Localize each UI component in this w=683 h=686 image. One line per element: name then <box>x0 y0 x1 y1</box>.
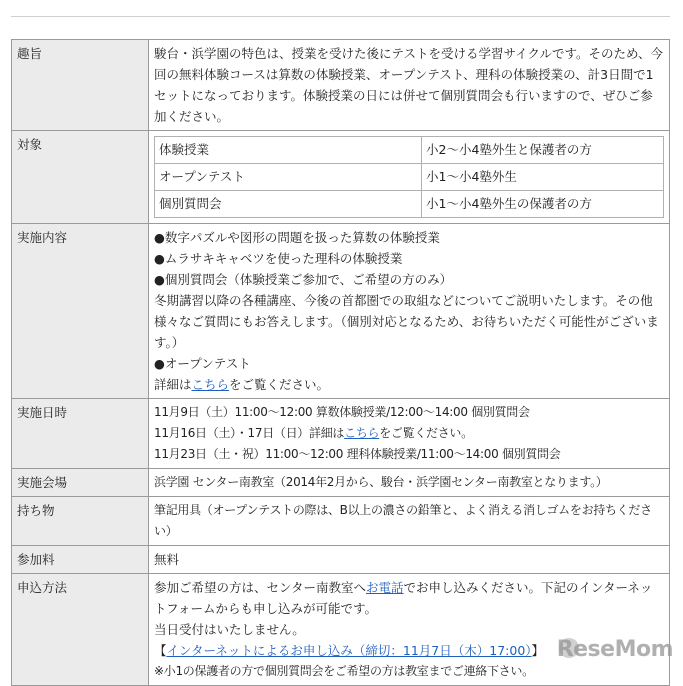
row-fee <box>12 546 670 574</box>
top-divider <box>11 16 670 17</box>
target-table <box>154 136 664 218</box>
venue-text: 浜学園 センター南教室（2014年2月から、駿台・浜学園センター南教室となります。） <box>149 469 670 497</box>
row-belongings <box>12 497 670 546</box>
table-row <box>155 164 664 191</box>
target-audience: 小1〜小4塾外生の保護者の方 <box>422 191 664 218</box>
content-qa-description: 冬期講習以降の各種講座、今後の首都圏での取組などについてご説明いたします。その他様々なご質問にもお答えします。（個別対応となるため、お待ちいただく可能性がございます。） <box>154 293 659 350</box>
table-row <box>155 137 664 164</box>
content-science-lesson: ●ムラサキキャベツを使った理科の体験授業 <box>154 251 403 266</box>
target-name: 個別質問会 <box>155 191 422 218</box>
grade1-parent-note: ※小1の保護者の方で個別質問会をご希望の方は教室までご連絡下さい。 <box>154 664 534 678</box>
row-label: 実施内容 <box>12 224 149 399</box>
resemom-watermark: ReseMom <box>556 637 673 662</box>
row-label: 持ち物 <box>12 497 149 546</box>
belongings-text: 筆記用具（オープンテストの際は、B以上の濃さの鉛筆と、よく消える消しゴムをお持ちください） <box>149 497 670 546</box>
row-label: 参加料 <box>12 546 149 574</box>
details-link[interactable]: こちら <box>191 377 230 392</box>
target-name: 体験授業 <box>155 137 422 164</box>
row-application <box>12 574 670 686</box>
schedule-date-2: 11月16日（土）・17日（日）詳細はこちらをご覧ください。 <box>154 426 473 440</box>
row-purpose <box>12 40 670 131</box>
schedule-date-3: 11月23日（土・祝）11:00〜12:00 理科体験授業/11:00〜14:00 個別質問会 <box>154 447 561 461</box>
table-row <box>155 191 664 218</box>
row-label: 実施日時 <box>12 399 149 469</box>
content-qa-session: ●個別質問会（体験授業ご参加で、ご希望の方のみ） <box>154 272 453 287</box>
same-day-note: 当日受付はいたしません。 <box>154 622 305 637</box>
internet-application-line: 【インターネットによるお申し込み（締切：11月7日（木）17:00）】 <box>154 643 545 658</box>
content-details-line: 詳細はこちらをご覧ください。 <box>154 377 330 392</box>
row-schedule <box>12 399 670 469</box>
row-label: 申込方法 <box>12 574 149 686</box>
row-venue <box>12 469 670 497</box>
row-label: 趣旨 <box>12 40 149 131</box>
event-info-table <box>11 39 670 686</box>
phone-link[interactable]: お電話 <box>366 580 404 595</box>
application-text: 参加ご希望の方は、センター南教室へお電話でお申し込みください。下記のインターネットフォームからも申し込みが可能です。 <box>154 580 653 616</box>
target-audience: 小1〜小4塾外生 <box>422 164 664 191</box>
schedule-date-1: 11月9日（土）11:00〜12:00 算数体験授業/12:00〜14:00 個別質問会 <box>154 405 530 419</box>
row-content <box>12 224 670 399</box>
row-target <box>12 131 670 224</box>
purpose-text: 駿台・浜学園の特色は、授業を受けた後にテストを受ける学習サイクルです。そのため、今回の無料体験コースは算数の体験授業、オープンテスト、理科の体験授業の、計3日間で1セットになっております。体験授業の日には併せて個別質問会も行いますので、ぜひご参加ください。 <box>149 40 670 131</box>
row-label: 対象 <box>12 131 149 224</box>
row-label: 実施会場 <box>12 469 149 497</box>
content-open-test: ●オープンテスト <box>154 356 251 371</box>
target-audience: 小2〜小4塾外生と保護者の方 <box>422 137 664 164</box>
internet-application-link[interactable]: インターネットによるお申し込み（締切：11月7日（木）17:00） <box>166 643 532 658</box>
fee-text: 無料 <box>149 546 670 574</box>
schedule-details-link[interactable]: こちら <box>344 426 380 440</box>
target-name: オープンテスト <box>155 164 422 191</box>
content-math-lesson: ●数字パズルや図形の問題を扱った算数の体験授業 <box>154 230 440 245</box>
